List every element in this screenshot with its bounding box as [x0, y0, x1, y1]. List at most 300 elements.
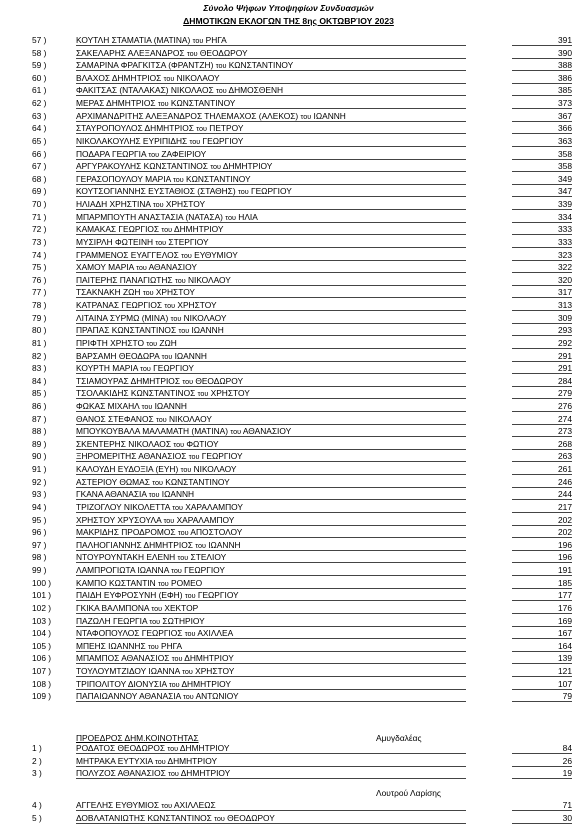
table-row — [32, 426, 574, 437]
candidate-surname-given: ΑΡΓΥΡΑΚΟΥΛΗΣ ΚΩΝΣΤΑΝΤΙΝΟΣ — [76, 161, 208, 172]
table-row — [32, 325, 574, 336]
table-row — [32, 464, 574, 475]
row-number: 61 ) — [32, 85, 47, 96]
vote-count: 292 — [512, 338, 572, 349]
patronymic: ΡΟΜΕΟ — [171, 577, 203, 588]
community-name-2: Λουτρού Λαρίσης — [376, 788, 441, 798]
patronymic: ΑΠΟΣΤΟΛΟΥ — [190, 527, 243, 538]
patronymic: ΔΗΜΗΤΡΙΟΥ — [181, 678, 231, 689]
candidate-surname-given: ΝΤΟΥΡΟΥΝΤΑΚΗ ΕΛΕΝΗ — [76, 552, 176, 563]
vote-count: 169 — [512, 616, 572, 627]
vote-count: 358 — [512, 149, 572, 160]
candidate-name — [76, 502, 466, 513]
patronymic: ΔΗΜΗΤΡΙΟΥ — [184, 653, 234, 664]
patronymic: ΦΩΤΙΟΥ — [186, 438, 219, 449]
row-number: 66 ) — [32, 148, 47, 159]
candidate-surname-given: ΝΙΚΟΛΑΚΟΥΛΗΣ ΕΥΡΙΠΙΔΗΣ — [76, 135, 188, 146]
candidate-surname-given: ΚΑΜΠΟ ΚΩΣΤΑΝΤΙΝ — [76, 577, 156, 588]
vote-count: 185 — [512, 578, 572, 589]
row-number: 90 ) — [32, 451, 47, 462]
table-row — [32, 262, 574, 273]
candidate-name — [76, 98, 466, 109]
candidate-name — [76, 552, 466, 563]
candidate-surname-given: ΒΑΡΣΑΜΗ ΘΕΟΔΩΡΑ — [76, 350, 160, 361]
candidate-surname-given: ΠΑΙΔΗ ΕΥΦΡΟΣΥΝΗ (ΕΦΗ) — [76, 590, 183, 601]
row-number: 94 ) — [32, 501, 47, 512]
patronymic-prefix: του — [182, 376, 193, 386]
vote-count: 293 — [512, 325, 572, 336]
vote-count: 191 — [512, 565, 572, 576]
patronymic-prefix: του — [170, 313, 182, 323]
patronymic: ΙΩΑΝΝΗ — [154, 400, 187, 411]
patronymic: ΧΑΡΑΛΑΜΠΟΥ — [176, 514, 235, 525]
table-row — [32, 439, 574, 450]
candidate-surname-given: ΠΡΙΦΤΗ ΧΡΗΣΤΟ — [76, 337, 145, 348]
vote-count: 263 — [512, 451, 572, 462]
table-row — [32, 590, 574, 601]
table-row — [32, 628, 574, 639]
document-title: Σύνολο Ψήφων Υποψηφίων Συνδυασμών — [203, 3, 374, 13]
vote-count: 202 — [512, 527, 572, 538]
patronymic: ΖΑΦΕΙΡΙΟΥ — [161, 148, 207, 159]
table-row — [32, 237, 574, 248]
table-row — [32, 287, 574, 298]
table-row — [32, 540, 574, 551]
vote-count: 322 — [512, 262, 572, 273]
patronymic: ΙΩΑΝΝΗ — [174, 350, 207, 361]
candidate-name — [76, 338, 466, 349]
candidate-surname-given: ΜΥΣΙΡΛΗ ΦΩΤΕΙΝΗ — [76, 236, 154, 247]
row-number: 77 ) — [32, 287, 47, 298]
candidate-surname-given: ΧΑΜΟΥ ΜΑΡΙΑ — [76, 262, 134, 273]
patronymic: ΝΙΚΟΛΑΟΥ — [176, 72, 220, 83]
candidate-name — [76, 85, 466, 96]
patronymic: ΓΕΩΡΓΙΟΥ — [201, 451, 243, 462]
vote-count: 333 — [512, 237, 572, 248]
row-number: 99 ) — [32, 565, 47, 576]
candidate-name — [76, 224, 466, 235]
table-row — [32, 300, 574, 311]
patronymic-prefix: του — [163, 515, 175, 525]
vote-count: 30 — [512, 813, 572, 824]
row-number: 82 ) — [32, 350, 47, 361]
patronymic-prefix: του — [152, 200, 164, 210]
patronymic-prefix: του — [152, 477, 163, 487]
vote-count: 317 — [512, 287, 572, 298]
table-row — [32, 691, 574, 702]
patronymic-prefix: του — [157, 99, 169, 109]
vote-count: 261 — [512, 464, 572, 475]
candidate-surname-given: ΤΣΙΑΜΟΥΡΑΣ ΔΗΜΗΤΡΙΟΣ — [76, 375, 180, 386]
candidate-name — [76, 174, 466, 185]
candidate-surname-given: ΚΟΥΡΤΗ ΜΑΡΙΑ — [76, 363, 138, 374]
candidate-surname-given: ΧΡΗΣΤΟΥ ΧΡΥΣΟΥΛΑ — [76, 514, 162, 525]
row-number: 62 ) — [32, 98, 47, 109]
patronymic-prefix: του — [167, 744, 179, 753]
patronymic-prefix: του — [171, 654, 183, 664]
vote-count: 390 — [512, 48, 572, 59]
candidate-surname-given: ΜΠΕΗΣ ΙΩΑΝΝΗΣ — [76, 640, 146, 651]
candidate-surname-given: ΣΤΑΥΡΟΠΟΥΛΟΣ ΔΗΜΗΤΡΙΟΣ — [76, 123, 194, 134]
vote-count: 373 — [512, 98, 572, 109]
community-name-1: Αμυγδαλέας — [376, 733, 422, 743]
candidate-surname-given: ΡΟΔΑΤΟΣ ΘΕΟΔΩΡΟΣ — [76, 743, 166, 753]
patronymic: ΣΤΕΛΙΟΥ — [190, 552, 227, 563]
candidate-name — [76, 565, 466, 576]
patronymic: ΚΩΝΣΤΑΝΤΙΝΟΥ — [170, 98, 236, 109]
candidate-surname-given: ΜΠΑΜΠΟΣ ΑΘΑΝΑΣΙΟΣ — [76, 653, 170, 664]
table-row — [32, 756, 574, 767]
patronymic: ΓΕΩΡΓΙΟΥ — [250, 186, 292, 197]
row-number: 105 ) — [32, 640, 52, 651]
vote-count: 274 — [512, 414, 572, 425]
candidate-name — [76, 136, 466, 147]
candidate-name — [76, 464, 466, 475]
vote-count: 339 — [512, 199, 572, 210]
row-number: 70 ) — [32, 199, 47, 210]
row-number: 91 ) — [32, 464, 47, 475]
candidate-surname-given: ΤΟΥΛΟΥΜΤΖΙΔΟΥ ΙΩΑΝΝΑ — [76, 666, 180, 676]
candidate-name — [76, 628, 466, 639]
table-row — [32, 451, 574, 462]
vote-count: 363 — [512, 136, 572, 147]
row-number: 4 ) — [32, 800, 42, 810]
patronymic-prefix: του — [148, 149, 160, 159]
table-row — [32, 743, 574, 754]
patronymic-prefix: του — [225, 212, 236, 222]
row-number: 67 ) — [32, 161, 47, 172]
table-row — [32, 98, 574, 109]
candidate-name — [76, 768, 466, 779]
table-row — [32, 768, 574, 779]
candidate-surname-given: ΣΚΕΝΤΕΡΗΣ ΝΙΚΟΛΑΟΣ — [76, 438, 171, 449]
table-row — [32, 679, 574, 690]
row-number: 1 ) — [32, 743, 42, 753]
table-row — [32, 313, 574, 324]
patronymic: ΑΘΑΝΑΣΙΟΥ — [242, 426, 292, 437]
candidate-name — [76, 414, 466, 425]
vote-count: 313 — [512, 300, 572, 311]
candidate-name — [76, 527, 466, 538]
candidate-surname-given: ΚΟΥΤΛΗ ΣΤΑΜΑΤΙΑ (ΜΑΤΙΝΑ) — [76, 35, 191, 45]
row-number: 89 ) — [32, 438, 47, 449]
row-number: 74 ) — [32, 249, 47, 260]
candidate-surname-given: ΓΚΑΝΑ ΑΘΑΝΑΣΙΑ — [76, 489, 147, 500]
patronymic-prefix: του — [146, 338, 158, 348]
row-number: 86 ) — [32, 400, 47, 411]
candidate-name — [76, 616, 466, 627]
vote-count: 164 — [512, 641, 572, 652]
candidate-name — [76, 691, 466, 702]
vote-count: 323 — [512, 250, 572, 261]
row-number: 5 ) — [32, 812, 42, 823]
patronymic: ΡΗΓΑ — [161, 640, 183, 651]
patronymic: ΙΩΑΝΝΗ — [208, 539, 241, 550]
candidate-surname-given: ΤΡΙΠΟΛΙΤΟΥ ΔΙΟΝΥΣΙΑ — [76, 678, 167, 689]
candidate-name — [76, 578, 466, 589]
candidate-surname-given: ΠΑΠΑΙΩΑΝΝΟΥ ΑΘΑΝΑΣΙΑ — [76, 691, 181, 702]
patronymic-prefix: του — [188, 452, 200, 462]
table-row — [32, 149, 574, 160]
patronymic-prefix: του — [149, 616, 161, 626]
candidate-surname-given: ΓΡΑΜΜΕΝΟΣ ΕΥΑΓΓΕΛΟΣ — [76, 249, 179, 260]
row-number: 102 ) — [32, 602, 52, 613]
table-row — [32, 616, 574, 627]
vote-count: 358 — [512, 161, 572, 172]
table-row — [32, 85, 574, 96]
patronymic: ΧΡΗΣΤΟΥ — [155, 287, 196, 298]
patronymic-prefix: του — [161, 801, 173, 810]
patronymic: ΑΧΙΛΛΕΩΣ — [173, 800, 216, 810]
patronymic-prefix: του — [189, 136, 201, 146]
table-row — [32, 414, 574, 425]
patronymic: ΕΥΘΥΜΙΟΥ — [194, 249, 238, 260]
candidate-name — [76, 237, 466, 248]
table-row — [32, 552, 574, 563]
candidate-surname-given: ΠΡΑΠΑΣ ΚΩΝΣΤΑΝΤΙΝΟΣ — [76, 325, 177, 336]
table-row — [32, 565, 574, 576]
vote-count: 334 — [512, 212, 572, 223]
patronymic-prefix: του — [177, 528, 189, 538]
vote-count: 291 — [512, 363, 572, 374]
row-number: 73 ) — [32, 236, 47, 247]
candidate-surname-given: ΠΑΙΤΕΡΗΣ ΠΑΝΑΓΙΩΤΗΣ — [76, 274, 173, 285]
row-number: 71 ) — [32, 211, 47, 222]
row-number: 85 ) — [32, 388, 47, 399]
table-row — [32, 603, 574, 614]
candidate-surname-given: ΛΙΤΑΙΝΑ ΣΥΡΜΩ (ΜΙΝΑ) — [76, 312, 169, 323]
patronymic-prefix: του — [151, 603, 163, 613]
table-row — [32, 35, 574, 46]
table-row — [32, 212, 574, 223]
vote-count: 279 — [512, 388, 572, 399]
table-row — [32, 653, 574, 664]
patronymic-prefix: του — [140, 364, 151, 374]
patronymic: ΚΩΝΣΤΑΝΤΙΝΟΥ — [186, 173, 251, 184]
patronymic: ΚΩΝΣΤΑΝΤΙΝΟΥ — [228, 60, 294, 71]
vote-count: 388 — [512, 60, 572, 71]
table-row — [32, 401, 574, 412]
table-row — [32, 199, 574, 210]
table-row — [32, 502, 574, 513]
vote-count: 349 — [512, 174, 572, 185]
candidate-surname-given: ΒΛΑΧΟΣ ΔΗΜΗΤΡΙΟΣ — [76, 72, 162, 83]
candidate-name — [76, 212, 466, 223]
candidate-name — [76, 287, 466, 298]
row-number: 92 ) — [32, 476, 47, 487]
candidate-name — [76, 590, 466, 601]
candidate-name — [76, 451, 466, 462]
patronymic-prefix: του — [177, 553, 189, 563]
candidate-surname-given: ΜΠΟΥΚΟΥΒΑΛΑ ΜΑΛΑΜΑΤΗ (ΜΑΤΙΝΑ) — [76, 426, 228, 437]
patronymic-prefix: του — [148, 641, 159, 651]
patronymic-prefix: του — [156, 414, 167, 424]
patronymic-prefix: του — [174, 275, 186, 285]
table-row — [32, 578, 574, 589]
patronymic: ΠΕΤΡΟΥ — [209, 123, 244, 134]
patronymic: ΝΙΚΟΛΑΟΥ — [193, 464, 237, 475]
candidate-surname-given: ΞΗΡΟΜΕΡΙΤΗΣ ΑΘΑΝΑΣΙΟΣ — [76, 451, 187, 462]
patronymic-prefix: του — [141, 401, 153, 411]
patronymic-prefix: του — [168, 679, 180, 689]
vote-count: 391 — [512, 35, 572, 46]
table-row — [32, 275, 574, 286]
patronymic: ΓΕΩΡΓΙΟΥ — [153, 363, 194, 374]
candidate-surname-given: ΑΣΤΕΡΙΟΥ ΘΩΜΑΣ — [76, 476, 150, 487]
row-number: 93 ) — [32, 489, 47, 500]
patronymic-prefix: του — [237, 187, 249, 197]
candidate-name — [76, 262, 466, 273]
patronymic-prefix: του — [148, 490, 160, 500]
patronymic: ΘΕΟΔΩΡΟΥ — [195, 375, 244, 386]
patronymic: ΔΗΜΗΤΡΙΟΥ — [179, 743, 230, 753]
patronymic: ΧΡΗΣΤΟΥ — [177, 300, 217, 311]
candidate-name — [76, 60, 466, 71]
patronymic-prefix: του — [173, 174, 184, 184]
patronymic: ΘΕΟΔΩΡΟΥ — [199, 47, 248, 58]
patronymic-prefix: του — [215, 61, 227, 71]
patronymic: ΔΗΜΗΤΡΙΟΥ — [180, 768, 231, 779]
row-number: 68 ) — [32, 173, 47, 184]
row-number: 81 ) — [32, 337, 47, 348]
candidate-name — [76, 515, 466, 526]
candidate-surname-given: ΠΟΔΑΡΑ ΓΕΩΡΓΙΑ — [76, 148, 147, 159]
row-number: 83 ) — [32, 363, 47, 374]
table-row — [32, 363, 574, 374]
patronymic: ΔΗΜΗΤΡΙΟΥ — [167, 755, 218, 766]
candidate-surname-given: ΜΗΤΡΑΚΑ ΕΥΤΥΧΙΑ — [76, 755, 153, 766]
vote-count: 367 — [512, 111, 572, 122]
candidate-surname-given: ΠΑΖΩΛΗ ΓΕΩΡΓΙΑ — [76, 615, 148, 626]
row-number: 59 ) — [32, 60, 47, 71]
vote-count: 167 — [512, 628, 572, 639]
table-row — [32, 338, 574, 349]
table-row — [32, 161, 574, 172]
row-number: 60 ) — [32, 72, 47, 83]
candidate-name — [76, 603, 466, 614]
patronymic-prefix: του — [182, 667, 193, 676]
patronymic-prefix: του — [172, 502, 183, 512]
table-row — [32, 666, 574, 677]
patronymic: ΘΕΟΔΩΡΟΥ — [227, 812, 275, 823]
candidate-name — [76, 388, 466, 399]
patronymic: ΑΘΑΝΑΣΙΟΥ — [148, 262, 197, 273]
row-number: 80 ) — [32, 325, 47, 336]
candidate-name — [76, 250, 466, 261]
patronymic-prefix: του — [155, 237, 167, 247]
vote-count: 385 — [512, 85, 572, 96]
patronymic-prefix: του — [300, 111, 312, 121]
table-row — [32, 351, 574, 362]
table-row — [32, 641, 574, 652]
patronymic-prefix: του — [195, 540, 206, 550]
candidate-surname-given: ΗΛΙΑΔΗ ΧΡΗΣΤΙΝΑ — [76, 199, 151, 210]
table-row — [32, 73, 574, 84]
row-number: 95 ) — [32, 514, 47, 525]
candidate-name — [76, 300, 466, 311]
patronymic: ΙΩΑΝΝΗ — [191, 325, 224, 336]
patronymic: ΧΕΚΤΟΡ — [164, 602, 199, 613]
row-number: 108 ) — [32, 678, 52, 689]
patronymic-prefix: του — [184, 629, 196, 639]
vote-count: 176 — [512, 603, 572, 614]
community-heading: ΠΡΟΕΔΡΟΣ ΔΗΜ.ΚΟΙΝΟΤΗΤΑΣ — [76, 733, 199, 743]
vote-count: 386 — [512, 73, 572, 84]
patronymic: ΖΩΗ — [159, 337, 177, 348]
candidate-name — [76, 653, 466, 664]
candidate-name — [76, 401, 466, 412]
row-number: 106 ) — [32, 653, 52, 664]
candidate-name — [76, 123, 466, 134]
candidate-surname-given: ΜΕΡΑΣ ΔΗΜΗΤΡΙΟΣ — [76, 98, 156, 109]
document-subtitle: ΔΗΜΟΤΙΚΩΝ ΕΚΛΟΓΩΝ ΤΗΣ 8ης ΟΚΤΩΒΡΊΟΥ 2023 — [183, 16, 394, 26]
patronymic: ΔΗΜΗΤΡΙΟΥ — [173, 224, 224, 235]
row-number: 72 ) — [32, 224, 47, 235]
candidate-name — [76, 756, 466, 767]
row-number: 57 ) — [32, 35, 47, 45]
row-number: 63 ) — [32, 110, 47, 121]
patronymic: ΙΩΑΝΝΗ — [313, 110, 346, 121]
candidate-name — [76, 161, 466, 172]
vote-count: 309 — [512, 313, 572, 324]
table-row — [32, 489, 574, 500]
patronymic-prefix: του — [161, 351, 173, 361]
table-row — [32, 111, 574, 122]
table-row — [32, 527, 574, 538]
row-number: 3 ) — [32, 768, 42, 779]
table-row — [32, 250, 574, 261]
candidate-surname-given: ΜΠΑΡΜΠΟΥΤΗ ΑΝΑΣΤΑΣΙΑ (ΝΑΤΑΣΑ) — [76, 211, 223, 222]
candidate-name — [76, 313, 466, 324]
candidate-surname-given: ΜΑΚΡΙΔΗΣ ΠΡΟΔΡΟΜΟΣ — [76, 527, 176, 538]
vote-count: 196 — [512, 540, 572, 551]
patronymic-prefix: του — [168, 769, 179, 779]
patronymic: ΓΕΩΡΓΙΟΥ — [197, 590, 239, 601]
vote-count: 19 — [512, 768, 572, 779]
vote-count: 246 — [512, 477, 572, 488]
row-number: 104 ) — [32, 628, 52, 639]
candidate-surname-given: ΤΡΙΖΟΓΛΟΥ ΝΙΚΟΛΕΤΤΑ — [76, 501, 170, 512]
patronymic: ΧΡΗΣΤΟΥ — [195, 666, 235, 676]
vote-count: 196 — [512, 552, 572, 563]
row-number: 69 ) — [32, 186, 47, 197]
patronymic: ΡΗΓΑ — [205, 35, 227, 45]
vote-count: 333 — [512, 224, 572, 235]
candidate-name — [76, 351, 466, 362]
candidate-name — [76, 73, 466, 84]
patronymic: ΓΕΩΡΓΙΟΥ — [184, 565, 225, 576]
candidate-surname-given: ΠΟΛΥΖΟΣ ΑΘΑΝΑΣΙΟΣ — [76, 768, 166, 779]
candidate-name — [76, 489, 466, 500]
patronymic: ΧΡΗΣΤΟΥ — [210, 388, 250, 399]
candidate-surname-given: ΣΑΚΕΛΑΡΗΣ ΑΛΕΞΑΝΔΡΟΣ — [76, 47, 185, 58]
row-number: 79 ) — [32, 312, 47, 323]
row-number: 84 ) — [32, 375, 47, 386]
candidate-name — [76, 439, 466, 450]
candidate-name — [76, 111, 466, 122]
row-number: 75 ) — [32, 262, 47, 273]
vote-count: 320 — [512, 275, 572, 286]
candidate-name — [76, 800, 466, 811]
patronymic: ΣΩΤΗΡΙΟΥ — [162, 615, 205, 626]
candidate-name — [76, 540, 466, 551]
table-row — [32, 123, 574, 134]
candidate-name — [76, 679, 466, 690]
patronymic-prefix: του — [196, 124, 207, 134]
vote-count: 347 — [512, 186, 572, 197]
candidate-surname-given: ΚΑΜΑΚΑΣ ΓΕΩΡΓΙΟΣ — [76, 224, 160, 235]
table-row — [32, 515, 574, 526]
